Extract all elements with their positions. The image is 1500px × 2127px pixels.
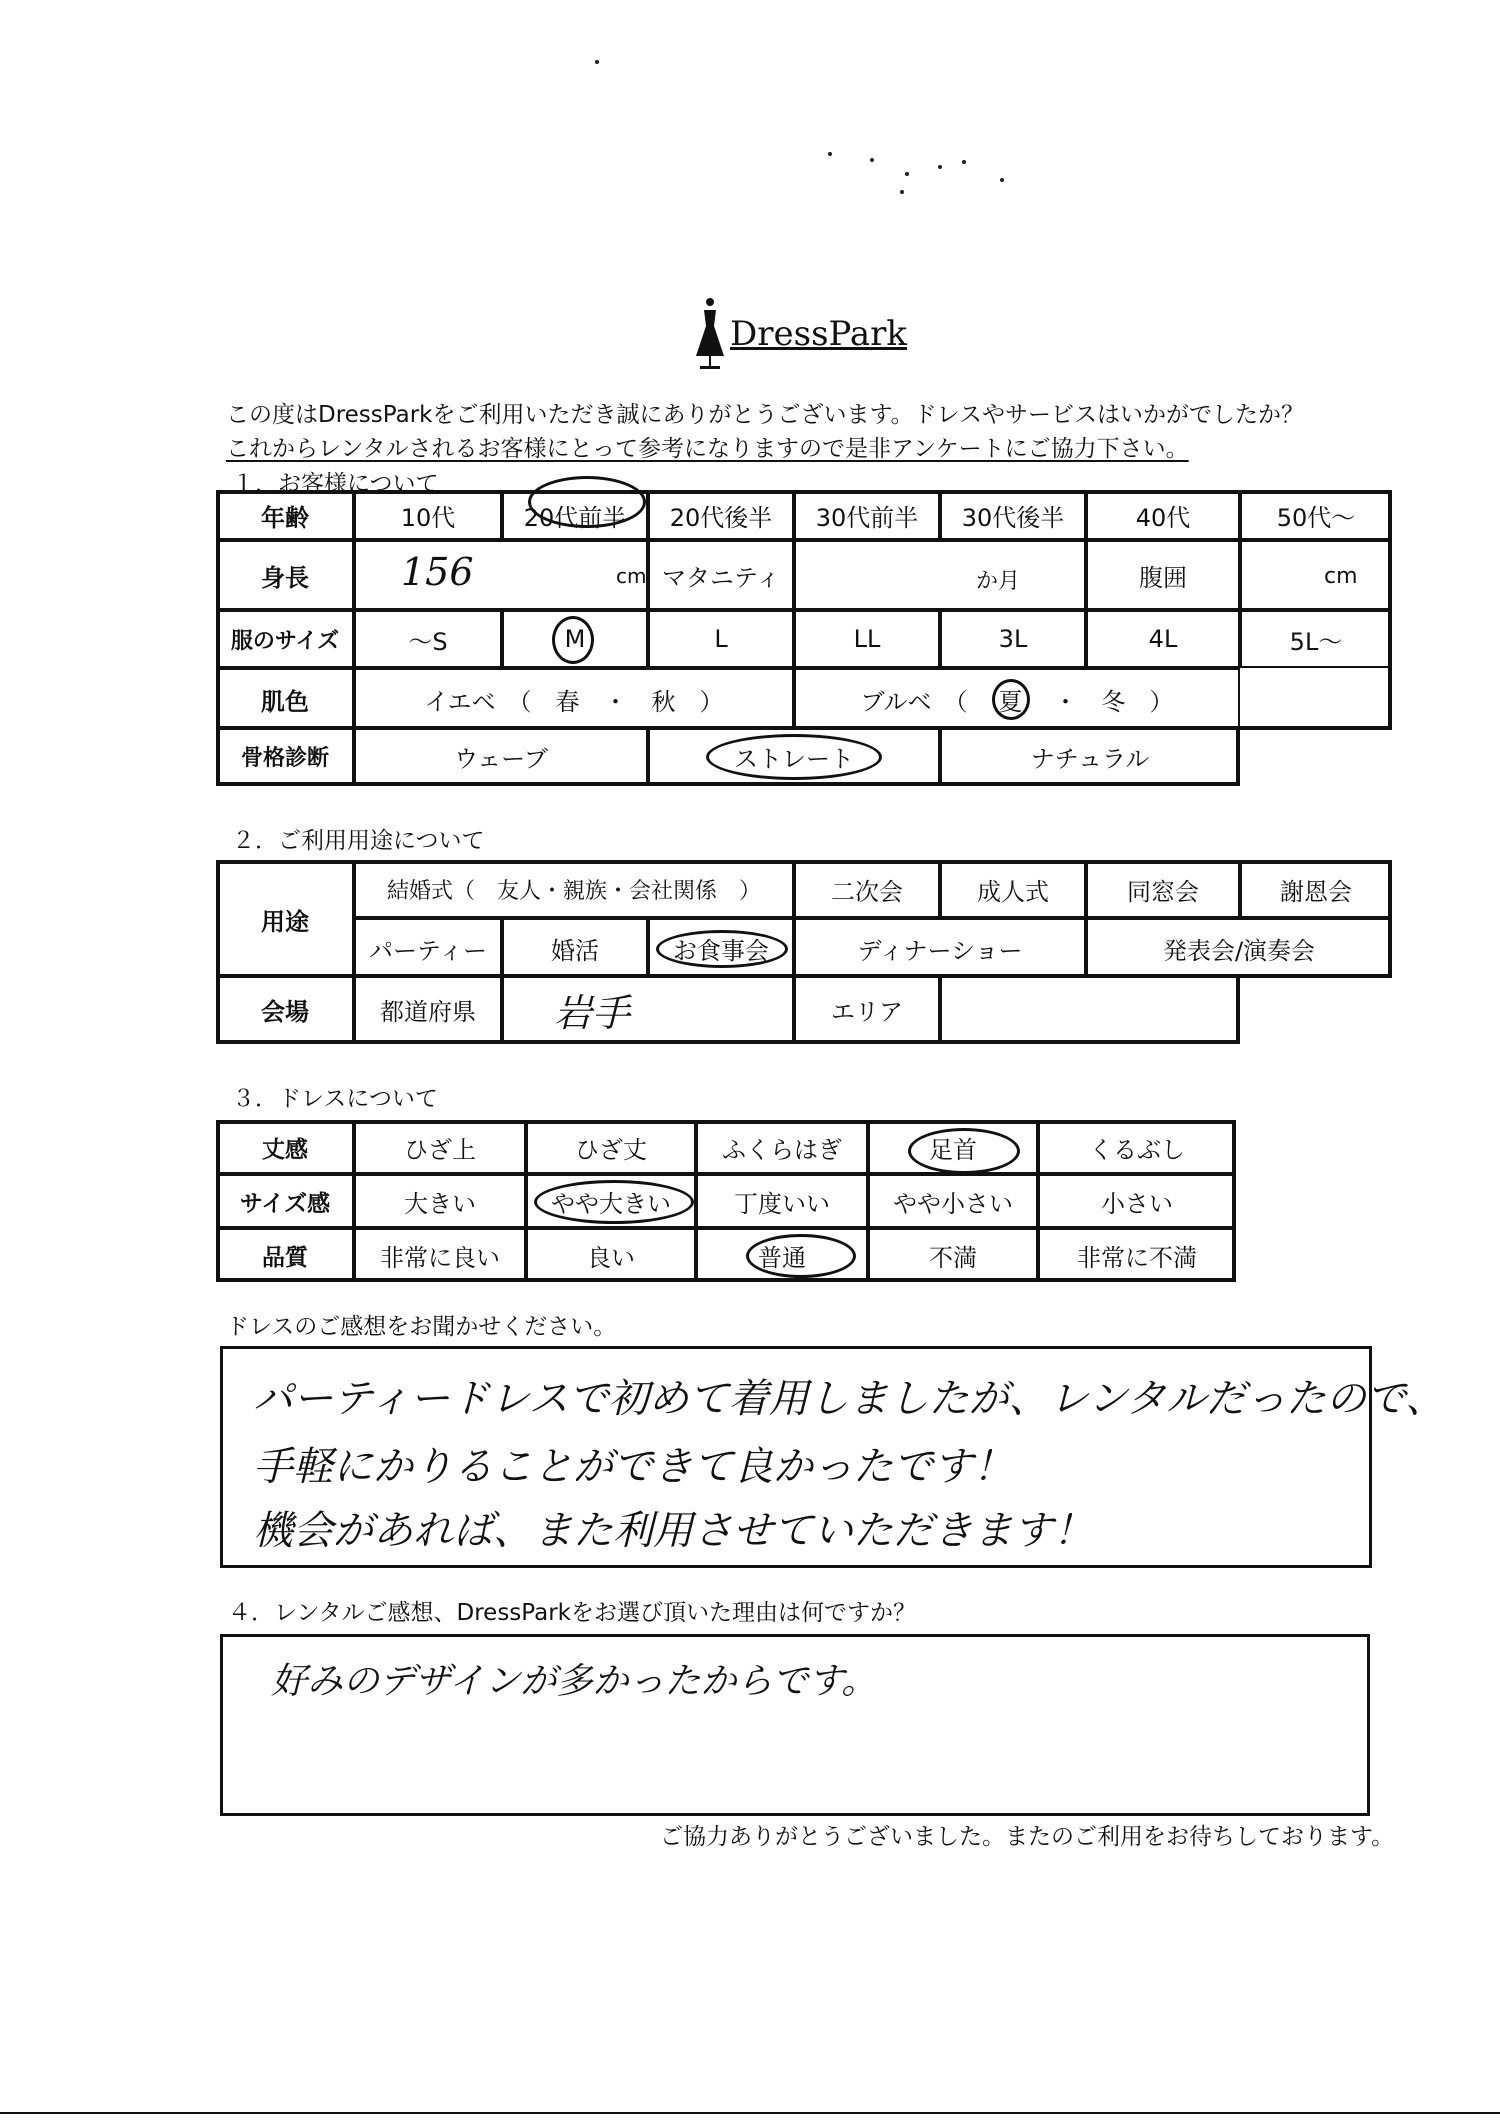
quality-option[interactable]: 非常に不満	[1038, 1228, 1236, 1282]
waist-field[interactable]	[1240, 540, 1392, 610]
skin-blue-prefix: ブルベ （	[860, 687, 992, 716]
size-option[interactable]: L	[648, 610, 794, 668]
age-option[interactable]: 10代	[354, 490, 502, 540]
length-option[interactable]: ひざ丈	[526, 1120, 696, 1174]
quality-option-selected[interactable]: 普通	[696, 1228, 868, 1282]
fit-option[interactable]: やや小さい	[868, 1174, 1038, 1228]
purpose-option[interactable]: ディナーショー	[794, 918, 1086, 978]
quality-option[interactable]: 不満	[868, 1228, 1038, 1282]
selection-circle	[908, 1128, 1020, 1174]
fit-option-selected[interactable]: やや大きい	[526, 1174, 696, 1228]
section1-heading: １．お客様について	[232, 471, 439, 497]
size-option-selected[interactable]: M	[502, 610, 648, 668]
section4-heading: ４．レンタルご感想、DressParkをお選び頂いた理由は何ですか？	[228, 1600, 916, 1626]
fit-option[interactable]: 小さい	[1038, 1174, 1236, 1228]
scan-speck	[870, 158, 874, 162]
skin-blue-suffix: ・ 冬 ）	[1029, 687, 1174, 716]
scan-speck	[828, 152, 832, 156]
selection-circle	[528, 476, 646, 528]
age-option[interactable]: 30代後半	[940, 490, 1086, 540]
maternity-field[interactable]	[794, 540, 1086, 610]
waist-unit: cm	[1324, 564, 1358, 589]
scan-speck	[900, 190, 904, 194]
scan-speck	[962, 160, 966, 164]
selection-circle	[534, 1180, 694, 1224]
scan-speck	[1000, 178, 1004, 182]
length-option-selected[interactable]: 足首	[868, 1120, 1038, 1174]
height-unit: cm	[616, 564, 647, 588]
closing-message: ご協力ありがとうございました。またのご利用をお待ちしております。	[660, 1824, 1395, 1850]
purpose-option[interactable]: 成人式	[940, 860, 1086, 918]
scan-speck	[938, 165, 942, 169]
size-option[interactable]: LL	[794, 610, 940, 668]
impressions-box	[220, 1346, 1446, 1568]
age-option[interactable]: 50代～	[1240, 490, 1392, 540]
dresspark-logo	[690, 292, 908, 372]
purpose-wedding[interactable]: 結婚式（ 友人・親族・会社関係 ）	[354, 860, 794, 918]
section2-heading: ２．ご利用用途について	[232, 828, 485, 854]
body-type-option-selected[interactable]: ストレート	[648, 726, 940, 786]
skin-blue[interactable]	[794, 668, 1240, 730]
body-type-option[interactable]: ナチュラル	[940, 726, 1240, 786]
impressions-prompt: ドレスのご感想をお聞かせください。	[226, 1314, 617, 1340]
dress-icon	[690, 292, 730, 372]
body-type-option[interactable]: ウェーブ	[354, 726, 648, 786]
scan-speck	[905, 172, 909, 176]
selection-circle	[552, 616, 594, 664]
selection-circle	[746, 1234, 856, 1278]
purpose-label: 用途	[216, 860, 354, 978]
selection-circle	[656, 930, 788, 968]
waist-label: 腹囲	[1086, 540, 1240, 610]
venue-label: 会場	[216, 974, 354, 1044]
usage-grid	[216, 860, 1392, 1056]
selection-circle	[706, 734, 882, 780]
length-option[interactable]: くるぶし	[1038, 1120, 1236, 1174]
fit-option[interactable]: 大きい	[354, 1174, 526, 1228]
skin-label: 肌色	[216, 668, 354, 730]
fit-option[interactable]: 丁度いい	[696, 1174, 868, 1228]
skin-summer-selected: 夏	[992, 679, 1030, 720]
size-option[interactable]: 4L	[1086, 610, 1240, 668]
impressions-line-1: パーティードレスで初めて着用しましたが、レンタルだったので、	[253, 1376, 1446, 1422]
dress-grid	[216, 1120, 1236, 1282]
height-field[interactable]	[354, 540, 648, 610]
section3-heading: ３．ドレスについて	[232, 1086, 438, 1112]
size-label: 服のサイズ	[216, 610, 354, 668]
age-option-selected[interactable]: 20代前半	[502, 490, 648, 540]
length-option[interactable]: ふくらはぎ	[696, 1120, 868, 1174]
purpose-option[interactable]: パーティー	[354, 918, 502, 978]
size-option[interactable]: 5L～	[1240, 610, 1392, 668]
age-option[interactable]: 20代後半	[648, 490, 794, 540]
customer-grid	[216, 490, 1392, 790]
quality-label: 品質	[216, 1228, 354, 1282]
impressions-line-3: 機会があれば、また利用させていただきます！	[253, 1508, 1093, 1554]
skin-yellow[interactable]: イエベ （ 春 ・ 秋 ）	[354, 668, 794, 730]
purpose-option[interactable]: 婚活	[502, 918, 648, 978]
height-label: 身長	[216, 540, 354, 610]
purpose-option[interactable]: 二次会	[794, 860, 940, 918]
intro-line-2: これからレンタルされるお客様にとって参考になりますので是非アンケートにご協力下さい。	[226, 436, 1189, 462]
length-label: 丈感	[216, 1120, 354, 1174]
body-type-label: 骨格診断	[216, 726, 354, 786]
size-option[interactable]: 3L	[940, 610, 1086, 668]
reason-answer: 好みのデザインが多かったからです。	[271, 1661, 878, 1702]
fit-label: サイズ感	[216, 1174, 354, 1228]
age-option[interactable]: 30代前半	[794, 490, 940, 540]
purpose-option[interactable]: 謝恩会	[1240, 860, 1392, 918]
purpose-option[interactable]: 同窓会	[1086, 860, 1240, 918]
length-option[interactable]: ひざ上	[354, 1120, 526, 1174]
impressions-line-2: 手軽にかりることができて良かったです！	[253, 1444, 1013, 1490]
height-value: 156	[401, 550, 474, 594]
logo-wordmark: DressPark	[730, 314, 908, 354]
prefecture-value[interactable]: 岩手	[502, 974, 794, 1044]
area-label: エリア	[794, 974, 940, 1044]
size-option[interactable]: ～S	[354, 610, 502, 668]
footer-rule	[0, 2112, 1500, 2114]
prefecture-label: 都道府県	[354, 974, 502, 1044]
maternity-months-unit: か月	[976, 569, 1021, 594]
intro-line-1: この度はDressParkをご利用いただき誠にありがとうございます。ドレスやサービスはいかがでしたか？	[226, 402, 1304, 428]
reason-box	[220, 1634, 1370, 1816]
scan-speck	[595, 60, 599, 64]
age-option[interactable]: 40代	[1086, 490, 1240, 540]
quality-option[interactable]: 非常に良い	[354, 1228, 526, 1282]
purpose-option-selected[interactable]: お食事会	[648, 918, 794, 978]
maternity-label: マタニティ	[648, 540, 794, 610]
area-value[interactable]	[940, 974, 1240, 1044]
age-label: 年齢	[216, 490, 354, 540]
quality-option[interactable]: 良い	[526, 1228, 696, 1282]
purpose-option[interactable]: 発表会/演奏会	[1086, 918, 1392, 978]
